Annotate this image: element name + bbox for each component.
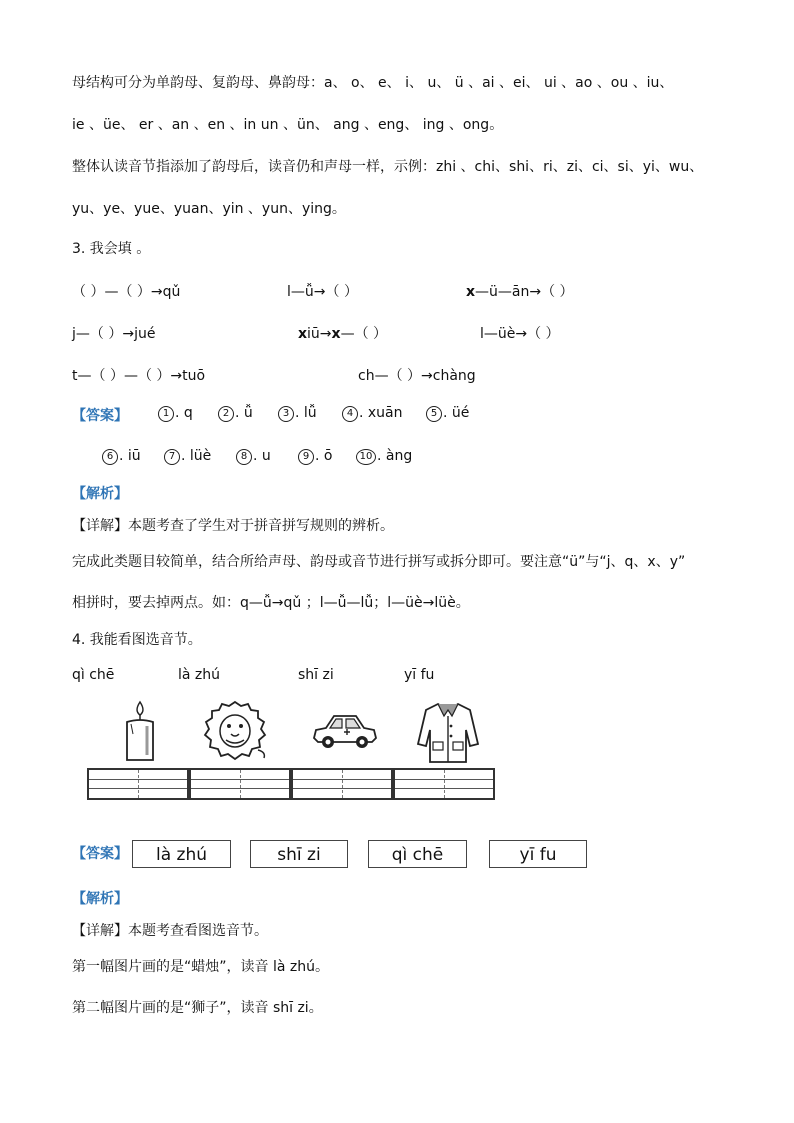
q3-answer-3: 3 . lǚ bbox=[278, 405, 317, 422]
q4-answer-box-4: yī fu bbox=[489, 840, 587, 868]
q4-explain-1: 第一幅图片画的是“蜡烛”，读音 là zhú。 bbox=[72, 959, 329, 975]
q3-answer-1: 1 . q bbox=[158, 405, 193, 422]
q3-explain-2: 相拼时，要去掉两点。如：q—ǚ→qǔ ；l—ǚ—lǚ；l—üè→lüè。 bbox=[72, 595, 470, 611]
intro-line-3: 整体认读音节指添加了韵母后，读音仍和声母一样，示例：zhi 、chi、shi、ri、zi、ci、si、yi、wu、 bbox=[72, 159, 704, 175]
q3-detail: 【详解】本题考查了学生对于拼音拼写规则的辨析。 bbox=[72, 518, 394, 534]
q3-title: 3. 我会填 。 bbox=[72, 241, 151, 257]
q3-answer-label: 【答案】 bbox=[72, 408, 128, 424]
q3-answer-8: 8 . u bbox=[236, 448, 271, 465]
writing-grid-3[interactable] bbox=[291, 768, 393, 800]
q4-detail: 【详解】本题考查看图选音节。 bbox=[72, 923, 268, 939]
q3-row3-item-a: t—（ ）—（ ）→tuō bbox=[72, 368, 206, 384]
q4-option-1: qì chē bbox=[72, 667, 115, 683]
candle-icon bbox=[115, 700, 165, 764]
q3-answer-2: 2 . ǚ bbox=[218, 405, 253, 422]
q3-row2-item-b: xiū→x—（ ） bbox=[298, 326, 388, 342]
q3-row1-item-a: （ ）—（ ）→qǔ bbox=[72, 284, 181, 300]
q3-answer-4: 4 . xuān bbox=[342, 405, 403, 422]
q3-answer-5: 5 . üé bbox=[426, 405, 469, 422]
q3-row1-item-b: l—ǚ→（ ） bbox=[287, 284, 358, 300]
q3-row3-item-b: ch—（ ）→chàng bbox=[358, 368, 476, 384]
lion-icon bbox=[200, 698, 270, 764]
q4-title: 4. 我能看图选音节。 bbox=[72, 632, 202, 648]
q3-answer-10: 10 . àng bbox=[356, 448, 412, 465]
q4-answer-box-1: là zhú bbox=[132, 840, 231, 868]
q4-option-3: shī zi bbox=[298, 667, 334, 683]
intro-line-4: yu、ye、yue、yuan、yin 、yun、ying。 bbox=[72, 201, 346, 217]
writing-grid-2[interactable] bbox=[189, 768, 291, 800]
q3-row2-item-a: j—（ ）→jué bbox=[72, 326, 156, 342]
intro-line-1: 母结构可分为单韵母、复韵母、鼻韵母：a、 o、 e、 i、 u、 ü 、ai 、ei、 ui 、ao 、ou 、iu、 bbox=[72, 75, 674, 91]
q4-analysis-label: 【解析】 bbox=[72, 891, 128, 907]
q3-answer-7: 7 . lüè bbox=[164, 448, 211, 465]
q3-answer-6: 6 . iū bbox=[102, 448, 141, 465]
writing-grid-4[interactable] bbox=[393, 768, 495, 800]
q3-explain-1: 完成此类题目较简单，结合所给声母、韵母或音节进行拼写或拆分即可。要注意“ü”与“j、q、x、y” bbox=[72, 554, 686, 570]
q4-option-4: yī fu bbox=[404, 667, 435, 683]
car-icon bbox=[308, 708, 380, 752]
q3-answer-9: 9 . ō bbox=[298, 448, 332, 465]
q4-answer-label: 【答案】 bbox=[72, 846, 128, 862]
q4-answer-box-3: qì chē bbox=[368, 840, 467, 868]
jacket-icon bbox=[416, 700, 480, 764]
q4-option-2: là zhú bbox=[178, 667, 221, 683]
q3-analysis-label: 【解析】 bbox=[72, 486, 128, 502]
q3-row2-item-c: l—üè→（ ） bbox=[480, 326, 560, 342]
q3-row1-item-c: x—ü—ān→（ ） bbox=[466, 284, 574, 300]
intro-line-2: ie 、üe、 er 、an 、en 、in un 、ün、 ang 、eng、 ing 、ong。 bbox=[72, 117, 504, 133]
q4-explain-2: 第二幅图片画的是“狮子”，读音 shī zi。 bbox=[72, 1000, 323, 1016]
writing-grid-1[interactable] bbox=[87, 768, 189, 800]
q4-answer-box-2: shī zi bbox=[250, 840, 348, 868]
